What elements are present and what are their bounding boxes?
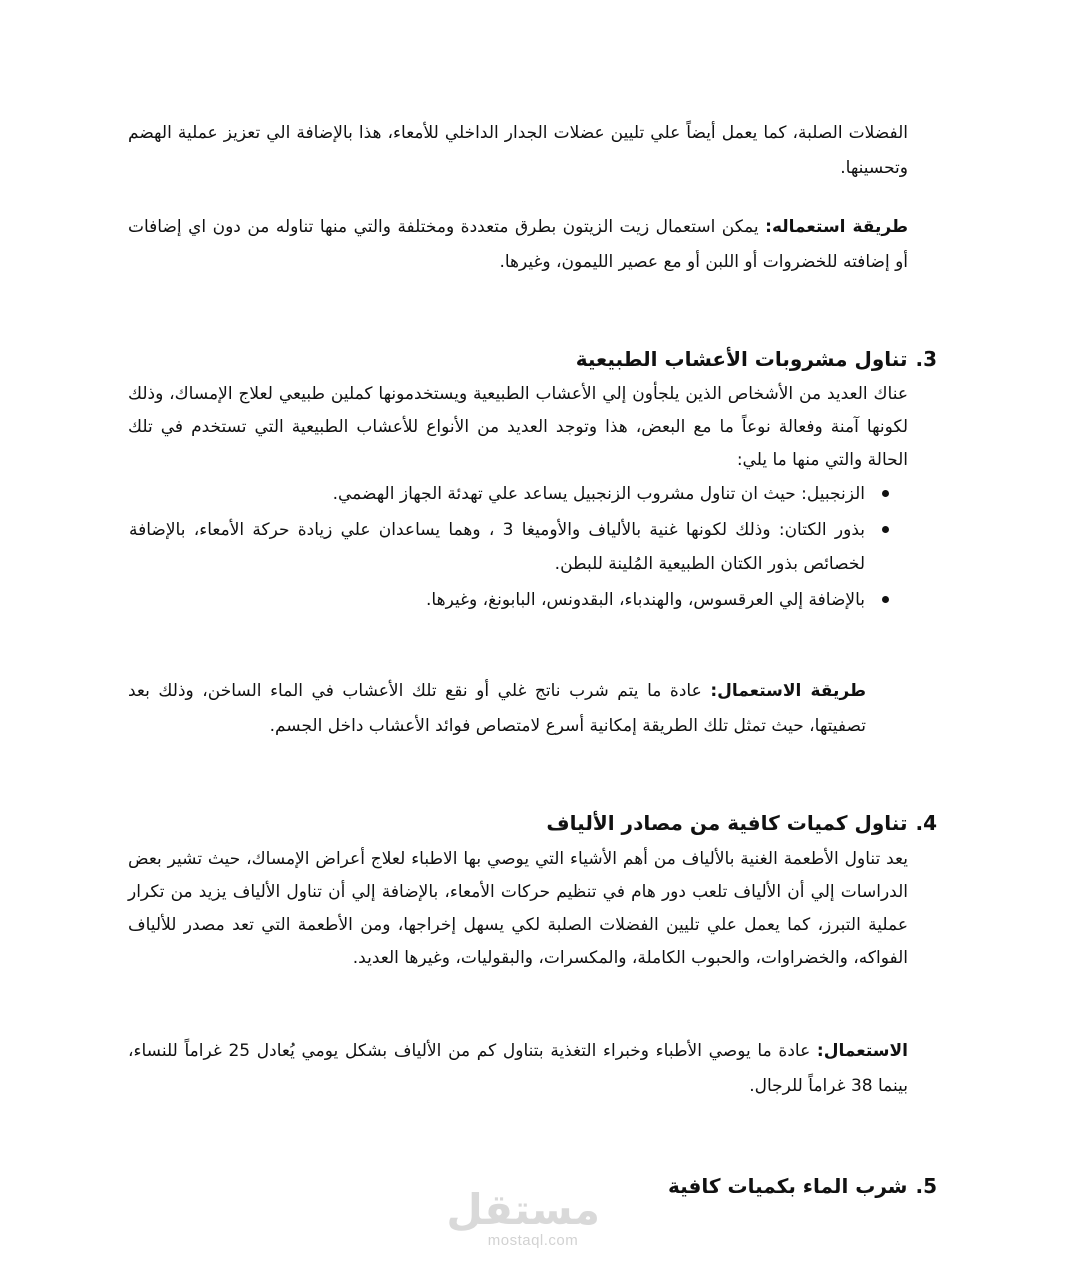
section-3-intro (128, 378, 908, 477)
section-4-usage-label: الاستعمال: (816, 1041, 908, 1061)
section-3-number: 3. (915, 347, 937, 371)
section-4-heading (546, 808, 937, 838)
intro-paragraph (128, 116, 908, 186)
section-4-usage-text: عادة ما يوصي الأطباء وخبراء التغذية بتناول كم من الألياف بشكل يومي يُعادل 25 غراماً للنساء، بينما 38 غراماً للرجال. (128, 1041, 908, 1096)
section-5-number: 5. (915, 1174, 937, 1198)
section-4-title: تناول كميات كافية من مصادر الألياف (546, 811, 908, 835)
mostaql-watermark (446, 1185, 600, 1258)
section-3-intro-text: عناك العديد من الأشخاص الذين يلجأون إلي الأعشاب الطبيعية ويستخدمونها كملين طبيعي لعلاج الإمساك، وذلك لكونها آمنة وفعالة نوعاً ما مع البعض، هذا وتوجد العديد من الأنواع للأعشاب الطبيعية التي تستخدم في تلك الحالة والتي منها ما يلي: (128, 384, 908, 470)
olive-oil-usage-label: طريقة استعماله: (765, 217, 908, 237)
list-item-text: الزنجبيل: حيث ان تناول مشروب الزنجبيل يساعد علي تهدئة الجهاز الهضمي. (332, 484, 865, 504)
list-item-text: بالإضافة إلي العرقسوس، والهندباء، البقدونس، البابونغ، وغيرها. (426, 590, 865, 610)
section-3-usage-text: عادة ما يتم شرب ناتج غلي أو نقع تلك الأعشاب في الماء الساخن، وذلك بعد تصفيتها، حيث تمثل تلك الطريقة إمكانية أسرع لامتصاص فوائد الأعشاب داخل الجسم. (128, 681, 866, 736)
bullet-icon (882, 490, 889, 497)
section-4-body (128, 843, 908, 975)
list-item (129, 513, 867, 581)
intro-paragraph-text: الفضلات الصلبة، كما يعمل أيضاً علي تليين عضلات الجدار الداخلي للأمعاء، هذا بالإضافة الي تعزيز عملية الهضم وتحسينها. (128, 123, 908, 178)
section-4-number: 4. (915, 811, 937, 835)
section-3-usage-label: طريقة الاستعمال: (710, 681, 866, 701)
section-3-title: تناول مشروبات الأعشاب الطبيعية (575, 347, 908, 371)
bullet-icon (882, 526, 889, 533)
section-4-usage-paragraph (128, 1034, 908, 1104)
olive-oil-usage-paragraph (128, 210, 908, 280)
watermark-url: mostaql.com (487, 1232, 579, 1249)
herbs-list (129, 477, 867, 619)
list-item-text: بذور الكتان: وذلك لكونها غنية بالألياف والأوميغا 3 ، وهما يساعدان علي زيادة حركة الأمعاء، بالإضافة لخصائص بذور الكتان الطبيعية المُلينة للبطن. (129, 520, 865, 574)
olive-oil-usage-text: يمكن استعمال زيت الزيتون بطرق متعددة ومختلفة والتي منها تناوله من دون اي إضافات أو إضافته للخضروات أو اللبن أو مع عصير الليمون، وغيرها. (128, 217, 908, 272)
section-4-body-text: يعد تناول الأطعمة الغنية بالألياف من أهم الأشياء التي يوصي بها الاطباء لعلاج أعراض الإمساك، حيث تشير بعض الدراسات إلي أن الألياف تلعب دور هام في تنظيم حركات الأمعاء، بالإضافة إلي أن تناول الألياف يزيد من تكرار عملية التبرز، كما يعمل علي تليين الفضلات الصلبة لكي يسهل إخراجها، ومن الأطعمة التي تعد مصدر للألياف الفواكه، والخضراوات، والحبوب الكاملة، والمكسرات، والبقوليات، وغيرها العديد. (128, 849, 908, 968)
list-item (129, 477, 867, 511)
section-3-heading (576, 344, 937, 374)
section-5-heading (668, 1171, 937, 1201)
bullet-icon (882, 596, 889, 603)
section-3-usage-paragraph (128, 674, 866, 744)
section-5-title: شرب الماء بكميات كافية (668, 1174, 908, 1198)
list-item (129, 583, 867, 617)
watermark-logo: مستقل (446, 1185, 600, 1234)
